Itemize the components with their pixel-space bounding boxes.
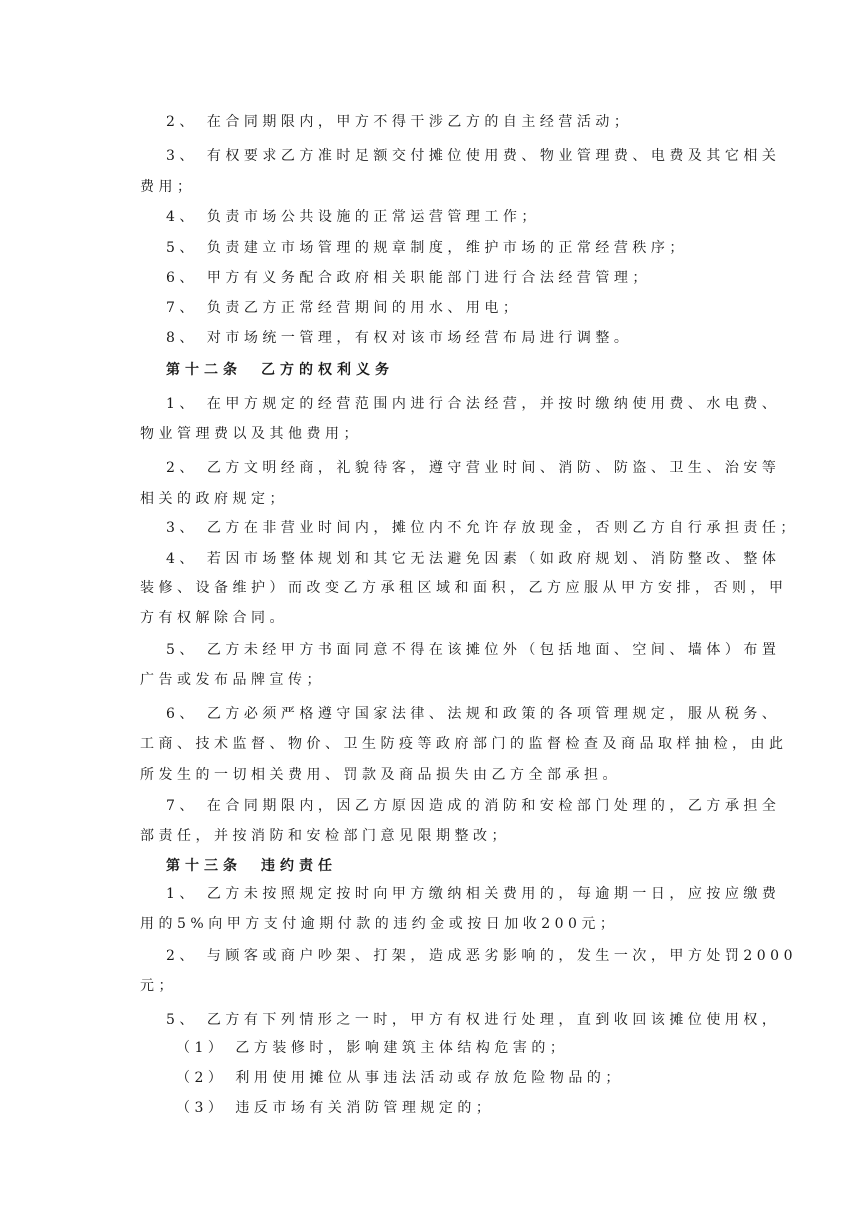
text-line: （3） 违反市场有关消防管理规定的； xyxy=(176,1100,495,1116)
text-line: 1、 乙方未按照规定按时向甲方缴纳相关费用的，每逾期一日，应按应缴费 xyxy=(166,886,781,902)
text-line: 元； xyxy=(140,978,177,994)
text-line: 物业管理费以及其他费用； xyxy=(140,426,362,442)
text-line: 6、 甲方有义务配合政府相关职能部门进行合法经营管理； xyxy=(166,270,651,286)
text-line: 3、 有权要求乙方准时足额交付摊位使用费、物业管理费、电费及其它相关 xyxy=(166,148,781,164)
text-line: 1、 在甲方规定的经营范围内进行合法经营，并按时缴纳使用费、水电费、 xyxy=(166,396,781,412)
text-line: 工商、技术监督、物价、卫生防疫等政府部门的监督检查及商品取样抽检，由此 xyxy=(140,736,788,752)
text-line: 4、 负责市场公共设施的正常运营管理工作； xyxy=(166,209,540,225)
text-line: 3、 乙方在非营业时间内，摊位内不允许存放现金，否则乙方自行承担责任； xyxy=(166,520,799,536)
text-line: 用的5%向甲方支付逾期付款的违约金或按日加收200元； xyxy=(140,916,619,932)
text-line: 所发生的一切相关费用、罚款及商品损失由乙方全部承担。 xyxy=(140,767,621,783)
text-line: 相关的政府规定； xyxy=(140,491,288,507)
text-line: 7、 负责乙方正常经营期间的用水、用电； xyxy=(166,300,522,316)
text-line: 4、 若因市场整体规划和其它无法避免因素（如政府规划、消防整改、整体 xyxy=(166,551,781,567)
text-line: 5、 负责建立市场管理的规章制度，维护市场的正常经营秩序； xyxy=(166,240,688,256)
text-line: 广告或发布品牌宣传； xyxy=(140,672,325,688)
text-line: 费用； xyxy=(140,179,196,195)
text-line: 2、 在合同期限内，甲方不得干涉乙方的自主经营活动； xyxy=(166,114,633,130)
text-line: 7、 在合同期限内，因乙方原因造成的消防和安检部门处理的，乙方承担全 xyxy=(166,798,781,814)
text-line: （1） 乙方装修时，影响建筑主体结构危害的； xyxy=(176,1040,569,1056)
text-line: 5、 乙方有下列情形之一时，甲方有权进行处理，直到收回该摊位使用权， xyxy=(166,1012,781,1028)
text-line: 方有权解除合同。 xyxy=(140,610,288,626)
text-line: 2、 乙方文明经商，礼貌待客，遵守营业时间、消防、防盗、卫生、治安等 xyxy=(166,460,781,476)
section-heading: 第十三条 违约责任 xyxy=(166,858,337,874)
text-line: 5、 乙方未经甲方书面同意不得在该摊位外（包括地面、空间、墙体）布置 xyxy=(166,642,781,658)
text-line: 2、 与顾客或商户吵架、打架，造成恶劣影响的，发生一次，甲方处罚2000 xyxy=(166,948,797,964)
text-line: 6、 乙方必须严格遵守国家法律、法规和政策的各项管理规定，服从税务、 xyxy=(166,706,781,722)
text-line: （2） 利用使用摊位从事违法活动或存放危险物品的； xyxy=(176,1070,624,1086)
text-line: 装修、设备维护）而改变乙方承租区域和面积，乙方应服从甲方安排，否则，甲 xyxy=(140,580,788,596)
section-heading: 第十二条 乙方的权利义务 xyxy=(166,362,394,378)
text-line: 8、 对市场统一管理，有权对该市场经营布局进行调整。 xyxy=(166,330,633,346)
text-line: 部责任，并按消防和安检部门意见限期整改； xyxy=(140,828,510,844)
